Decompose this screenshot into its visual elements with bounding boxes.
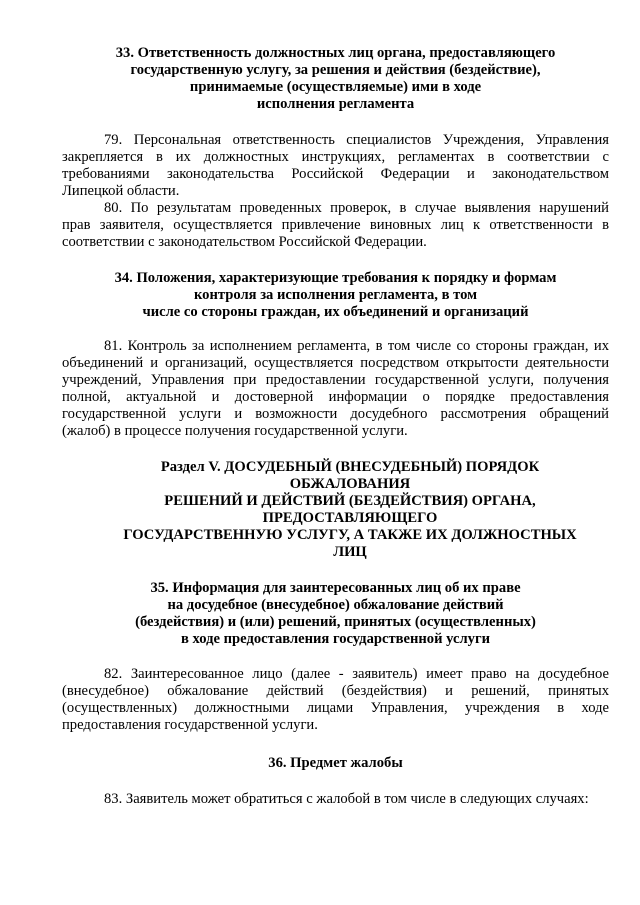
paragraph-line: объединений и организаций, осуществляется посредством открытости деятельности	[62, 355, 609, 371]
section-36-heading	[62, 755, 609, 772]
heading-line: контроля за исполнения регламента, в том	[193, 287, 478, 303]
paragraph-line: 81. Контроль за исполнением регламента, в том числе со стороны граждан, их	[104, 338, 609, 354]
heading-line: ПРЕДОСТАВЛЯЮЩЕГО	[262, 510, 438, 526]
paragraph-line: государственной услуги и возможности досудебного рассмотрения обращений	[62, 406, 609, 422]
heading-line: РЕШЕНИЙ И ДЕЙСТВИЙ (БЕЗДЕЙСТВИЯ) ОРГАНА,	[164, 493, 536, 509]
heading-line: 36. Предмет жалобы	[268, 755, 403, 771]
heading-line: государственную услугу, за решения и действия (бездействие),	[130, 62, 541, 78]
paragraph-line: требованиями законодательства Российской Федерации и законодательством	[62, 166, 609, 182]
paragraph-line: Липецкой области.	[62, 183, 180, 199]
heading-line: 34. Положения, характеризующие требования к порядку и формам	[114, 270, 557, 286]
heading-line: на досудебное (внесудебное) обжалование действий	[167, 597, 504, 613]
paragraph-line: 79. Персональная ответственность специалистов Учреждения, Управления	[104, 132, 609, 148]
paragraph-line: учреждений, Управления при предоставлении государственной услуги, получения	[62, 372, 609, 388]
heading-line: исполнения регламента	[256, 96, 415, 112]
paragraph-line: (внесудебное) обжалование действий (бездействия) и решений, принятых	[62, 683, 609, 699]
paragraph-line: предоставления государственной услуги.	[62, 717, 318, 733]
heading-line: Раздел V. ДОСУДЕБНЫЙ (ВНЕСУДЕБНЫЙ) ПОРЯДОК	[160, 459, 540, 475]
heading-line: 33. Ответственность должностных лиц органа, предоставляющего	[115, 45, 556, 61]
paragraph-line: прав заявителя, осуществляется привлечение виновных лиц к ответственности в	[62, 217, 609, 233]
paragraph-81	[62, 338, 609, 440]
section-35-heading	[62, 580, 609, 648]
heading-line: (бездействия) и (или) решений, принятых (осуществленных)	[135, 614, 536, 630]
paragraph-80	[62, 200, 609, 251]
heading-line: ГОСУДАРСТВЕННУЮ УСЛУГУ, А ТАКЖЕ ИХ ДОЛЖНОСТНЫХ	[123, 527, 577, 543]
paragraph-line: закрепляется в их должностных инструкциях, регламентах в соответствии с	[62, 149, 609, 165]
paragraph-83	[62, 791, 609, 808]
section-33-heading	[62, 45, 609, 113]
heading-line: ЛИЦ	[333, 544, 367, 560]
heading-line: в ходе предоставления государственной услуги	[180, 631, 491, 647]
heading-line: принимаемые (осуществляемые) ими в ходе	[189, 79, 482, 95]
paragraph-line: 82. Заинтересованное лицо (далее - заявитель) имеет право на досудебное	[104, 666, 609, 682]
heading-line: числе со стороны граждан, их объединений и организаций	[142, 304, 529, 320]
section-34-heading	[62, 270, 609, 321]
heading-line: 35. Информация для заинтересованных лиц об их праве	[150, 580, 521, 596]
heading-line: ОБЖАЛОВАНИЯ	[289, 476, 411, 492]
paragraph-line: (осуществленных) должностными лицами Управления, учреждения в ходе	[62, 700, 609, 716]
paragraph-line: соответствии с законодательством Российской Федерации.	[62, 234, 427, 250]
section-5-heading	[90, 459, 610, 561]
paragraph-line: 80. По результатам проведенных проверок, в случае выявления нарушений	[104, 200, 609, 216]
paragraph-79	[62, 132, 609, 200]
paragraph-line: 83. Заявитель может обратиться с жалобой в том числе в следующих случаях:	[104, 791, 589, 807]
paragraph-line: (жалоб) в процессе получения государственной услуги.	[62, 423, 408, 439]
paragraph-line: полной, актуальной и достоверной информации о порядке предоставления	[62, 389, 609, 405]
paragraph-82	[62, 666, 609, 734]
